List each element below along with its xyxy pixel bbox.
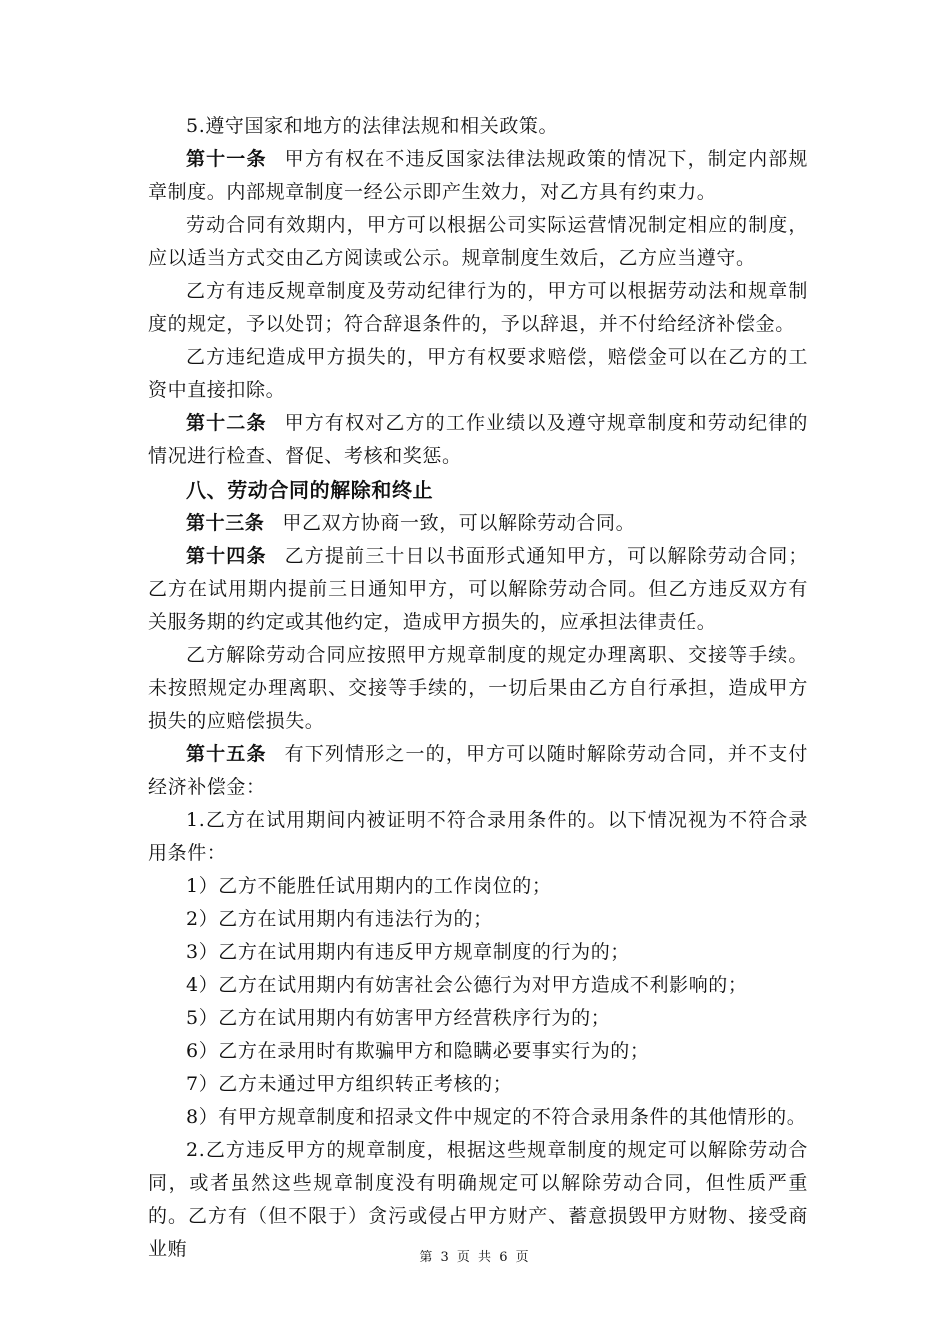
paragraph-text: 1.乙方在试用期间内被证明不符合录用条件的。以下情况视为不符合录用条件： [148,809,808,864]
paragraph-text: 2）乙方在试用期内有违法行为的； [186,908,493,930]
list-item [148,936,808,969]
paragraph-text: 乙方有违反规章制度及劳动纪律行为的，甲方可以根据劳动法和规章制度的规定，予以处罚；符合辞退条件的，予以辞退，并不付给经济补偿金。 [148,280,808,335]
paragraph-text: 劳动合同有效期内，甲方可以根据公司实际运营情况制定相应的制度，应以适当方式交由乙方阅读或公示。规章制度生效后，乙方应当遵守。 [148,214,808,269]
page-footer: 第 3 页 共 6 页 [419,1250,531,1265]
paragraph-text: 甲乙双方协商一致，可以解除劳动合同。 [282,512,636,534]
article-number: 第十二条 [186,412,267,434]
paragraph-text: 5）乙方在试用期内有妨害甲方经营秩序行为的； [186,1007,611,1029]
paragraph [148,639,808,738]
paragraph [148,209,808,275]
article-paragraph [148,540,808,639]
paragraph-text: 4）乙方在试用期内有妨害社会公德行为对甲方造成不利影响的； [186,974,748,996]
paragraph-text: 甲方有权在不违反国家法律法规政策的情况下，制定内部规章制度。内部规章制度一经公示即产生效力，对乙方具有约束力。 [148,148,808,203]
article-number: 第十一条 [186,148,267,170]
article-number: 第十三条 [186,512,265,534]
paragraph-text: 6）乙方在录用时有欺骗甲方和隐瞒必要事实行为的； [186,1040,650,1062]
article-number: 第十四条 [186,545,267,567]
list-item [148,804,808,870]
paragraph-text: 7）乙方未通过甲方组织转正考核的； [186,1073,513,1095]
list-item [148,1035,808,1068]
paragraph-text: 甲方有权对乙方的工作业绩以及遵守规章制度和劳动纪律的情况进行检查、督促、考核和奖惩。 [148,412,808,467]
article-paragraph [148,143,808,209]
paragraph [148,275,808,341]
document-body [148,110,808,1266]
paragraph-text: 乙方违纪造成甲方损失的，甲方有权要求赔偿，赔偿金可以在乙方的工资中直接扣除。 [148,346,808,401]
paragraph [148,110,808,143]
paragraph-text: 1）乙方不能胜任试用期内的工作岗位的； [186,875,552,897]
section-heading: 八、劳动合同的解除和终止 [186,478,434,502]
paragraph-text: 8）有甲方规章制度和招录文件中规定的不符合录用条件的其他情形的。 [186,1106,807,1128]
paragraph-text: 乙方解除劳动合同应按照甲方规章制度的规定办理离职、交接等手续。未按照规定办理离职、交接等手续的，一切后果由乙方自行承担，造成甲方损失的应赔偿损失。 [148,644,808,732]
list-item [148,969,808,1002]
paragraph [148,341,808,407]
list-item [148,903,808,936]
list-item [148,1101,808,1134]
list-item [148,1068,808,1101]
paragraph-text: 乙方提前三十日以书面形式通知甲方，可以解除劳动合同；乙方在试用期内提前三日通知甲方，可以解除劳动合同。但乙方违反双方有关服务期的约定或其他约定，造成甲方损失的，应承担法律责任。 [148,545,808,633]
article-paragraph [148,407,808,473]
paragraph-text: 5.遵守国家和地方的法律法规和相关政策。 [186,115,559,137]
article-number: 第十五条 [186,743,267,765]
paragraph-text: 2.乙方违反甲方的规章制度，根据这些规章制度的规定可以解除劳动合同，或者虽然这些规章制度没有明确规定可以解除劳动合同，但性质严重的。乙方有（但不限于）贪污或侵占甲方财产、蓄意损毁甲方财物、接受商业贿 [148,1139,808,1260]
list-item [148,1002,808,1035]
list-item [148,870,808,903]
article-paragraph [148,738,808,804]
paragraph-text: 3）乙方在试用期内有违反甲方规章制度的行为的； [186,941,630,963]
article-paragraph [148,507,808,540]
paragraph-text: 有下列情形之一的，甲方可以随时解除劳动合同，并不支付经济补偿金： [148,743,808,798]
